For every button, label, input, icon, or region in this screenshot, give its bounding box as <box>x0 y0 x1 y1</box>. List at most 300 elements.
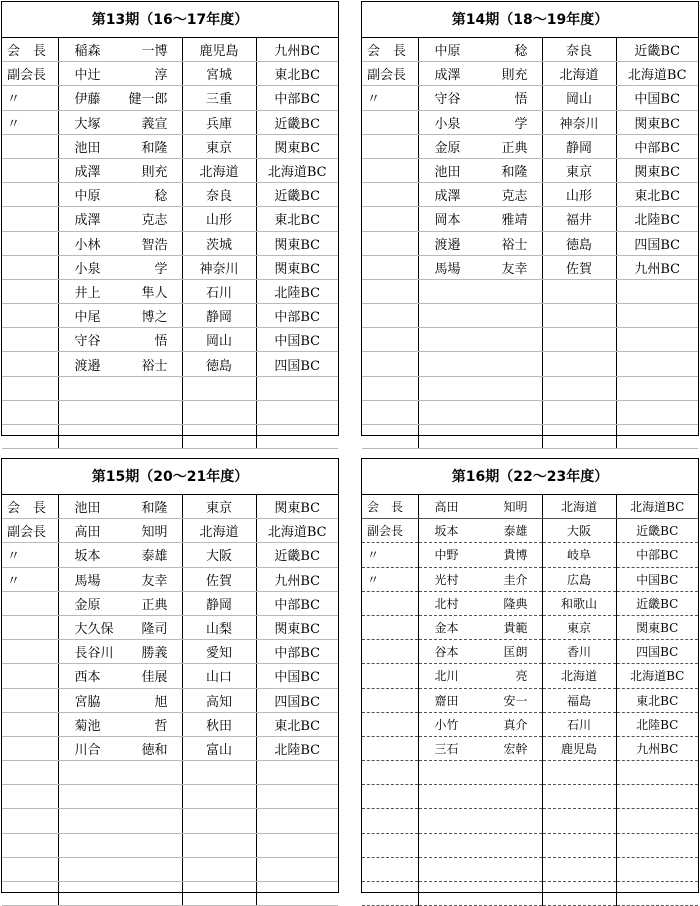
member-name <box>58 519 182 543</box>
member-role <box>362 304 418 328</box>
member-row <box>2 519 338 543</box>
member-block-council: 中国BC <box>256 328 338 352</box>
member-block-council: 北海道BC <box>256 519 338 543</box>
member-name <box>58 376 182 400</box>
member-given-name: 裕士 <box>501 237 528 253</box>
member-row <box>2 110 338 134</box>
member-name <box>58 400 182 424</box>
member-role: 会 長 <box>362 38 418 62</box>
member-role: 会 長 <box>2 38 58 62</box>
member-family-name: 小泉 <box>74 261 101 277</box>
member-given-name: 則充 <box>501 68 528 84</box>
member-name <box>418 231 542 255</box>
member-prefecture: 石川 <box>542 712 616 736</box>
member-given-name: 泰雄 <box>141 549 168 565</box>
member-row <box>362 591 698 615</box>
member-name <box>418 255 542 279</box>
member-prefecture: 北海道 <box>182 158 256 182</box>
member-family-name: 坂本 <box>434 524 459 539</box>
member-role <box>362 207 418 231</box>
member-role <box>2 833 58 857</box>
member-block-council: 中部BC <box>256 640 338 664</box>
member-block-council <box>256 809 338 833</box>
member-family-name: 金原 <box>74 597 101 613</box>
member-row <box>2 425 338 449</box>
member-name <box>58 809 182 833</box>
member-row <box>362 231 698 255</box>
member-given-name: 義宣 <box>141 116 168 132</box>
member-family-name: 西本 <box>74 670 101 686</box>
member-family-name: 金本 <box>434 621 459 636</box>
member-prefecture: 東京 <box>542 615 616 639</box>
member-role <box>2 809 58 833</box>
term-15-title: 第15期（20～21年度） <box>2 459 338 495</box>
member-block-council: 北陸BC <box>256 736 338 760</box>
member-role: 〃 <box>2 543 58 567</box>
member-block-council: 中部BC <box>256 591 338 615</box>
member-role <box>2 158 58 182</box>
member-given-name: 知明 <box>503 500 528 515</box>
member-name <box>418 761 542 785</box>
member-family-name: 小林 <box>74 237 101 253</box>
member-block-council: 中部BC <box>616 543 698 567</box>
member-block-council: 北陸BC <box>616 712 698 736</box>
member-role <box>362 158 418 182</box>
member-name <box>418 519 542 543</box>
member-given-name: 隆司 <box>141 622 168 638</box>
member-prefecture: 静岡 <box>542 134 616 158</box>
member-row <box>2 255 338 279</box>
member-name <box>58 567 182 591</box>
member-block-council <box>256 425 338 449</box>
term-15-panel <box>1 458 339 893</box>
member-given-name: 貴博 <box>503 548 528 563</box>
member-row <box>2 833 338 857</box>
member-block-council: 九州BC <box>616 736 698 760</box>
member-row <box>362 352 698 376</box>
member-family-name: 谷本 <box>434 645 459 660</box>
member-block-council: 中国BC <box>256 664 338 688</box>
member-name <box>418 304 542 328</box>
member-row <box>362 567 698 591</box>
member-name <box>418 400 542 424</box>
member-prefecture: 奈良 <box>542 38 616 62</box>
member-role <box>362 400 418 424</box>
member-block-council: 四国BC <box>616 231 698 255</box>
member-name <box>58 110 182 134</box>
member-role <box>2 785 58 809</box>
member-given-name: 隆典 <box>503 596 528 611</box>
member-prefecture: 福島 <box>542 688 616 712</box>
member-given-name: 雅靖 <box>501 213 528 229</box>
member-row <box>362 110 698 134</box>
member-role <box>362 640 418 664</box>
member-row <box>362 255 698 279</box>
member-role <box>2 255 58 279</box>
member-prefecture <box>542 352 616 376</box>
member-prefecture: 北海道 <box>182 519 256 543</box>
member-prefecture: 山形 <box>182 207 256 231</box>
member-block-council: 近畿BC <box>616 591 698 615</box>
member-block-council <box>616 376 698 400</box>
member-given-name: 学 <box>154 261 168 277</box>
member-row <box>362 785 698 809</box>
member-given-name: 一博 <box>141 44 168 60</box>
member-prefecture <box>542 857 616 881</box>
member-prefecture: 鹿児島 <box>182 38 256 62</box>
member-prefecture <box>542 304 616 328</box>
member-block-council: 近畿BC <box>256 110 338 134</box>
member-family-name: 大久保 <box>74 622 114 638</box>
member-role <box>362 591 418 615</box>
member-row <box>2 38 338 62</box>
member-prefecture: 神奈川 <box>542 110 616 134</box>
member-given-name: 和隆 <box>501 165 528 181</box>
member-row <box>2 688 338 712</box>
member-name <box>418 785 542 809</box>
member-name <box>418 809 542 833</box>
member-role <box>362 110 418 134</box>
member-name <box>418 591 542 615</box>
member-family-name: 伊藤 <box>74 92 101 108</box>
member-role: 〃 <box>362 567 418 591</box>
member-prefecture: 香川 <box>542 640 616 664</box>
member-role <box>2 304 58 328</box>
member-family-name: 守谷 <box>74 334 101 350</box>
member-family-name: 光村 <box>434 572 459 587</box>
member-given-name: 圭介 <box>503 572 528 587</box>
member-role <box>2 231 58 255</box>
member-role: 副会長 <box>362 519 418 543</box>
member-prefecture <box>542 425 616 449</box>
member-family-name: 小泉 <box>434 116 461 132</box>
member-given-name: 友幸 <box>141 573 168 589</box>
member-role <box>2 688 58 712</box>
member-role <box>362 833 418 857</box>
member-family-name: 成澤 <box>74 165 101 181</box>
member-prefecture: 岐阜 <box>542 543 616 567</box>
member-row <box>2 857 338 881</box>
member-role <box>2 857 58 881</box>
member-row <box>2 86 338 110</box>
member-given-name: 知明 <box>141 525 168 541</box>
member-prefecture: 石川 <box>182 279 256 303</box>
member-block-council <box>616 809 698 833</box>
member-given-name: 裕士 <box>141 358 168 374</box>
member-prefecture: 広島 <box>542 567 616 591</box>
member-family-name: 高田 <box>74 525 101 541</box>
member-name <box>418 62 542 86</box>
member-name <box>418 86 542 110</box>
member-given-name: 安一 <box>503 693 528 708</box>
member-row <box>2 304 338 328</box>
member-block-council: 関東BC <box>256 231 338 255</box>
member-prefecture: 愛知 <box>182 640 256 664</box>
member-prefecture <box>182 833 256 857</box>
member-role <box>2 591 58 615</box>
member-block-council: 関東BC <box>256 134 338 158</box>
member-block-council <box>616 304 698 328</box>
member-row <box>2 591 338 615</box>
member-block-council: 関東BC <box>256 495 338 519</box>
member-family-name: 坂本 <box>74 549 101 565</box>
member-row <box>362 86 698 110</box>
member-family-name: 守谷 <box>434 92 461 108</box>
member-row <box>362 183 698 207</box>
member-prefecture: 富山 <box>182 736 256 760</box>
member-block-council: 中部BC <box>256 304 338 328</box>
member-name <box>58 543 182 567</box>
member-family-name: 宮脇 <box>74 694 101 710</box>
member-prefecture: 大阪 <box>542 519 616 543</box>
member-role <box>2 134 58 158</box>
member-name <box>418 857 542 881</box>
member-family-name: 北村 <box>434 596 459 611</box>
member-row <box>362 712 698 736</box>
member-block-council <box>616 279 698 303</box>
member-row <box>2 134 338 158</box>
member-prefecture: 静岡 <box>182 591 256 615</box>
member-block-council <box>256 761 338 785</box>
member-name <box>58 158 182 182</box>
member-given-name: 学 <box>514 116 528 132</box>
term-16-panel <box>361 458 699 893</box>
member-given-name: 克志 <box>141 213 168 229</box>
member-name <box>418 567 542 591</box>
term-13-panel <box>1 1 339 436</box>
member-name <box>418 615 542 639</box>
term-14-table <box>362 38 698 449</box>
member-prefecture: 岡山 <box>182 328 256 352</box>
member-prefecture: 福井 <box>542 207 616 231</box>
member-name <box>58 183 182 207</box>
member-prefecture: 神奈川 <box>182 255 256 279</box>
member-name <box>58 38 182 62</box>
member-name <box>418 376 542 400</box>
member-given-name: 博之 <box>141 310 168 326</box>
member-name <box>418 425 542 449</box>
member-role <box>2 615 58 639</box>
member-role: 副会長 <box>362 62 418 86</box>
member-name <box>58 615 182 639</box>
member-given-name: 健一郎 <box>128 92 168 108</box>
member-row <box>2 400 338 424</box>
member-prefecture: 三重 <box>182 86 256 110</box>
member-role <box>362 712 418 736</box>
member-family-name: 中辻 <box>74 68 101 84</box>
member-name <box>418 688 542 712</box>
member-prefecture <box>182 376 256 400</box>
member-block-council: 北海道BC <box>616 495 698 519</box>
member-prefecture: 佐賀 <box>182 567 256 591</box>
member-prefecture: 宮城 <box>182 62 256 86</box>
member-block-council: 関東BC <box>616 110 698 134</box>
member-prefecture: 山形 <box>542 183 616 207</box>
member-family-name: 稲森 <box>74 44 101 60</box>
member-family-name: 高田 <box>434 500 459 515</box>
member-given-name: 則充 <box>141 165 168 181</box>
member-block-council: 東北BC <box>616 183 698 207</box>
member-role <box>362 352 418 376</box>
member-row <box>2 712 338 736</box>
member-row <box>2 158 338 182</box>
member-given-name: 泰雄 <box>503 524 528 539</box>
member-block-council: 関東BC <box>616 615 698 639</box>
member-role: 会 長 <box>2 495 58 519</box>
member-role <box>2 183 58 207</box>
member-name <box>58 736 182 760</box>
member-block-council <box>616 857 698 881</box>
member-row <box>362 425 698 449</box>
member-family-name: 小竹 <box>434 717 459 732</box>
member-given-name: 稔 <box>154 189 168 205</box>
member-row <box>362 640 698 664</box>
member-block-council: 近畿BC <box>616 38 698 62</box>
member-prefecture: 大阪 <box>182 543 256 567</box>
member-prefecture: 北海道 <box>542 664 616 688</box>
term-15-table <box>2 495 338 906</box>
member-family-name: 金原 <box>434 140 461 156</box>
member-prefecture <box>542 376 616 400</box>
member-row <box>362 62 698 86</box>
member-role: 〃 <box>362 86 418 110</box>
member-name <box>58 231 182 255</box>
member-prefecture: 佐賀 <box>542 255 616 279</box>
member-role <box>362 279 418 303</box>
member-role: 〃 <box>2 567 58 591</box>
member-block-council <box>256 857 338 881</box>
member-row <box>2 543 338 567</box>
member-row <box>2 567 338 591</box>
member-family-name: 池田 <box>74 501 101 517</box>
member-block-council <box>616 833 698 857</box>
member-prefecture <box>182 425 256 449</box>
member-family-name: 長谷川 <box>74 646 114 662</box>
member-given-name: 和隆 <box>141 140 168 156</box>
member-prefecture: 高知 <box>182 688 256 712</box>
member-prefecture: 秋田 <box>182 712 256 736</box>
member-row <box>2 328 338 352</box>
member-block-council: 関東BC <box>256 255 338 279</box>
member-prefecture <box>182 809 256 833</box>
member-block-council <box>616 761 698 785</box>
member-prefecture: 東京 <box>182 134 256 158</box>
member-role <box>362 664 418 688</box>
member-name <box>58 255 182 279</box>
member-prefecture <box>542 279 616 303</box>
member-block-council: 中部BC <box>256 86 338 110</box>
member-family-name: 井上 <box>74 285 101 301</box>
member-block-council: 北陸BC <box>256 279 338 303</box>
member-row <box>2 62 338 86</box>
member-family-name: 川合 <box>74 742 101 758</box>
member-row <box>362 328 698 352</box>
member-family-name: 成澤 <box>434 68 461 84</box>
member-role <box>2 712 58 736</box>
member-row <box>362 543 698 567</box>
member-name <box>418 664 542 688</box>
member-block-council: 東北BC <box>616 688 698 712</box>
member-block-council <box>616 425 698 449</box>
member-family-name: 池田 <box>74 140 101 156</box>
member-prefecture <box>542 328 616 352</box>
member-family-name: 岡本 <box>434 213 461 229</box>
member-block-council: 北海道BC <box>256 158 338 182</box>
member-name <box>58 857 182 881</box>
member-name <box>58 664 182 688</box>
member-role <box>362 231 418 255</box>
member-role: 〃 <box>2 86 58 110</box>
member-role: 副会長 <box>2 62 58 86</box>
member-role <box>362 134 418 158</box>
member-role: 会 長 <box>362 495 418 519</box>
member-prefecture <box>542 761 616 785</box>
member-prefecture: 山口 <box>182 664 256 688</box>
member-prefecture <box>182 857 256 881</box>
member-role <box>2 640 58 664</box>
member-role: 〃 <box>362 543 418 567</box>
member-block-council: 東北BC <box>256 712 338 736</box>
member-given-name: 稔 <box>514 44 528 60</box>
member-block-council: 四国BC <box>616 640 698 664</box>
member-block-council <box>256 400 338 424</box>
member-role: 副会長 <box>2 519 58 543</box>
member-name <box>58 352 182 376</box>
member-block-council: 関東BC <box>256 615 338 639</box>
term-16-table <box>362 495 698 906</box>
member-row <box>362 664 698 688</box>
member-prefecture: 徳島 <box>542 231 616 255</box>
member-block-council: 関東BC <box>616 158 698 182</box>
member-row <box>362 736 698 760</box>
member-row <box>362 688 698 712</box>
member-row <box>2 785 338 809</box>
member-name <box>418 38 542 62</box>
member-name <box>418 352 542 376</box>
member-given-name: 友幸 <box>501 261 528 277</box>
member-family-name: 馬場 <box>434 261 461 277</box>
member-block-council <box>616 328 698 352</box>
member-prefecture: 茨城 <box>182 231 256 255</box>
term-13-title: 第13期（16～17年度） <box>2 2 338 38</box>
member-block-council <box>616 400 698 424</box>
member-name <box>58 86 182 110</box>
member-row <box>362 615 698 639</box>
term-16-title: 第16期（22～23年度） <box>362 459 698 495</box>
term-13-table <box>2 38 338 449</box>
member-block-council: 北海道BC <box>616 62 698 86</box>
member-family-name: 成澤 <box>434 189 461 205</box>
member-prefecture: 静岡 <box>182 304 256 328</box>
member-given-name: 智浩 <box>141 237 168 253</box>
member-block-council: 東北BC <box>256 62 338 86</box>
member-name <box>58 785 182 809</box>
member-name <box>418 110 542 134</box>
member-row <box>2 495 338 519</box>
member-name <box>418 640 542 664</box>
member-row <box>2 761 338 785</box>
member-row <box>362 857 698 881</box>
member-family-name: 菊池 <box>74 718 101 734</box>
member-family-name: 中原 <box>74 189 101 205</box>
member-role <box>362 688 418 712</box>
member-block-council: 中国BC <box>616 86 698 110</box>
member-row <box>2 352 338 376</box>
member-name <box>58 279 182 303</box>
member-row <box>2 736 338 760</box>
member-role <box>362 857 418 881</box>
term-14-title: 第14期（18～19年度） <box>362 2 698 38</box>
